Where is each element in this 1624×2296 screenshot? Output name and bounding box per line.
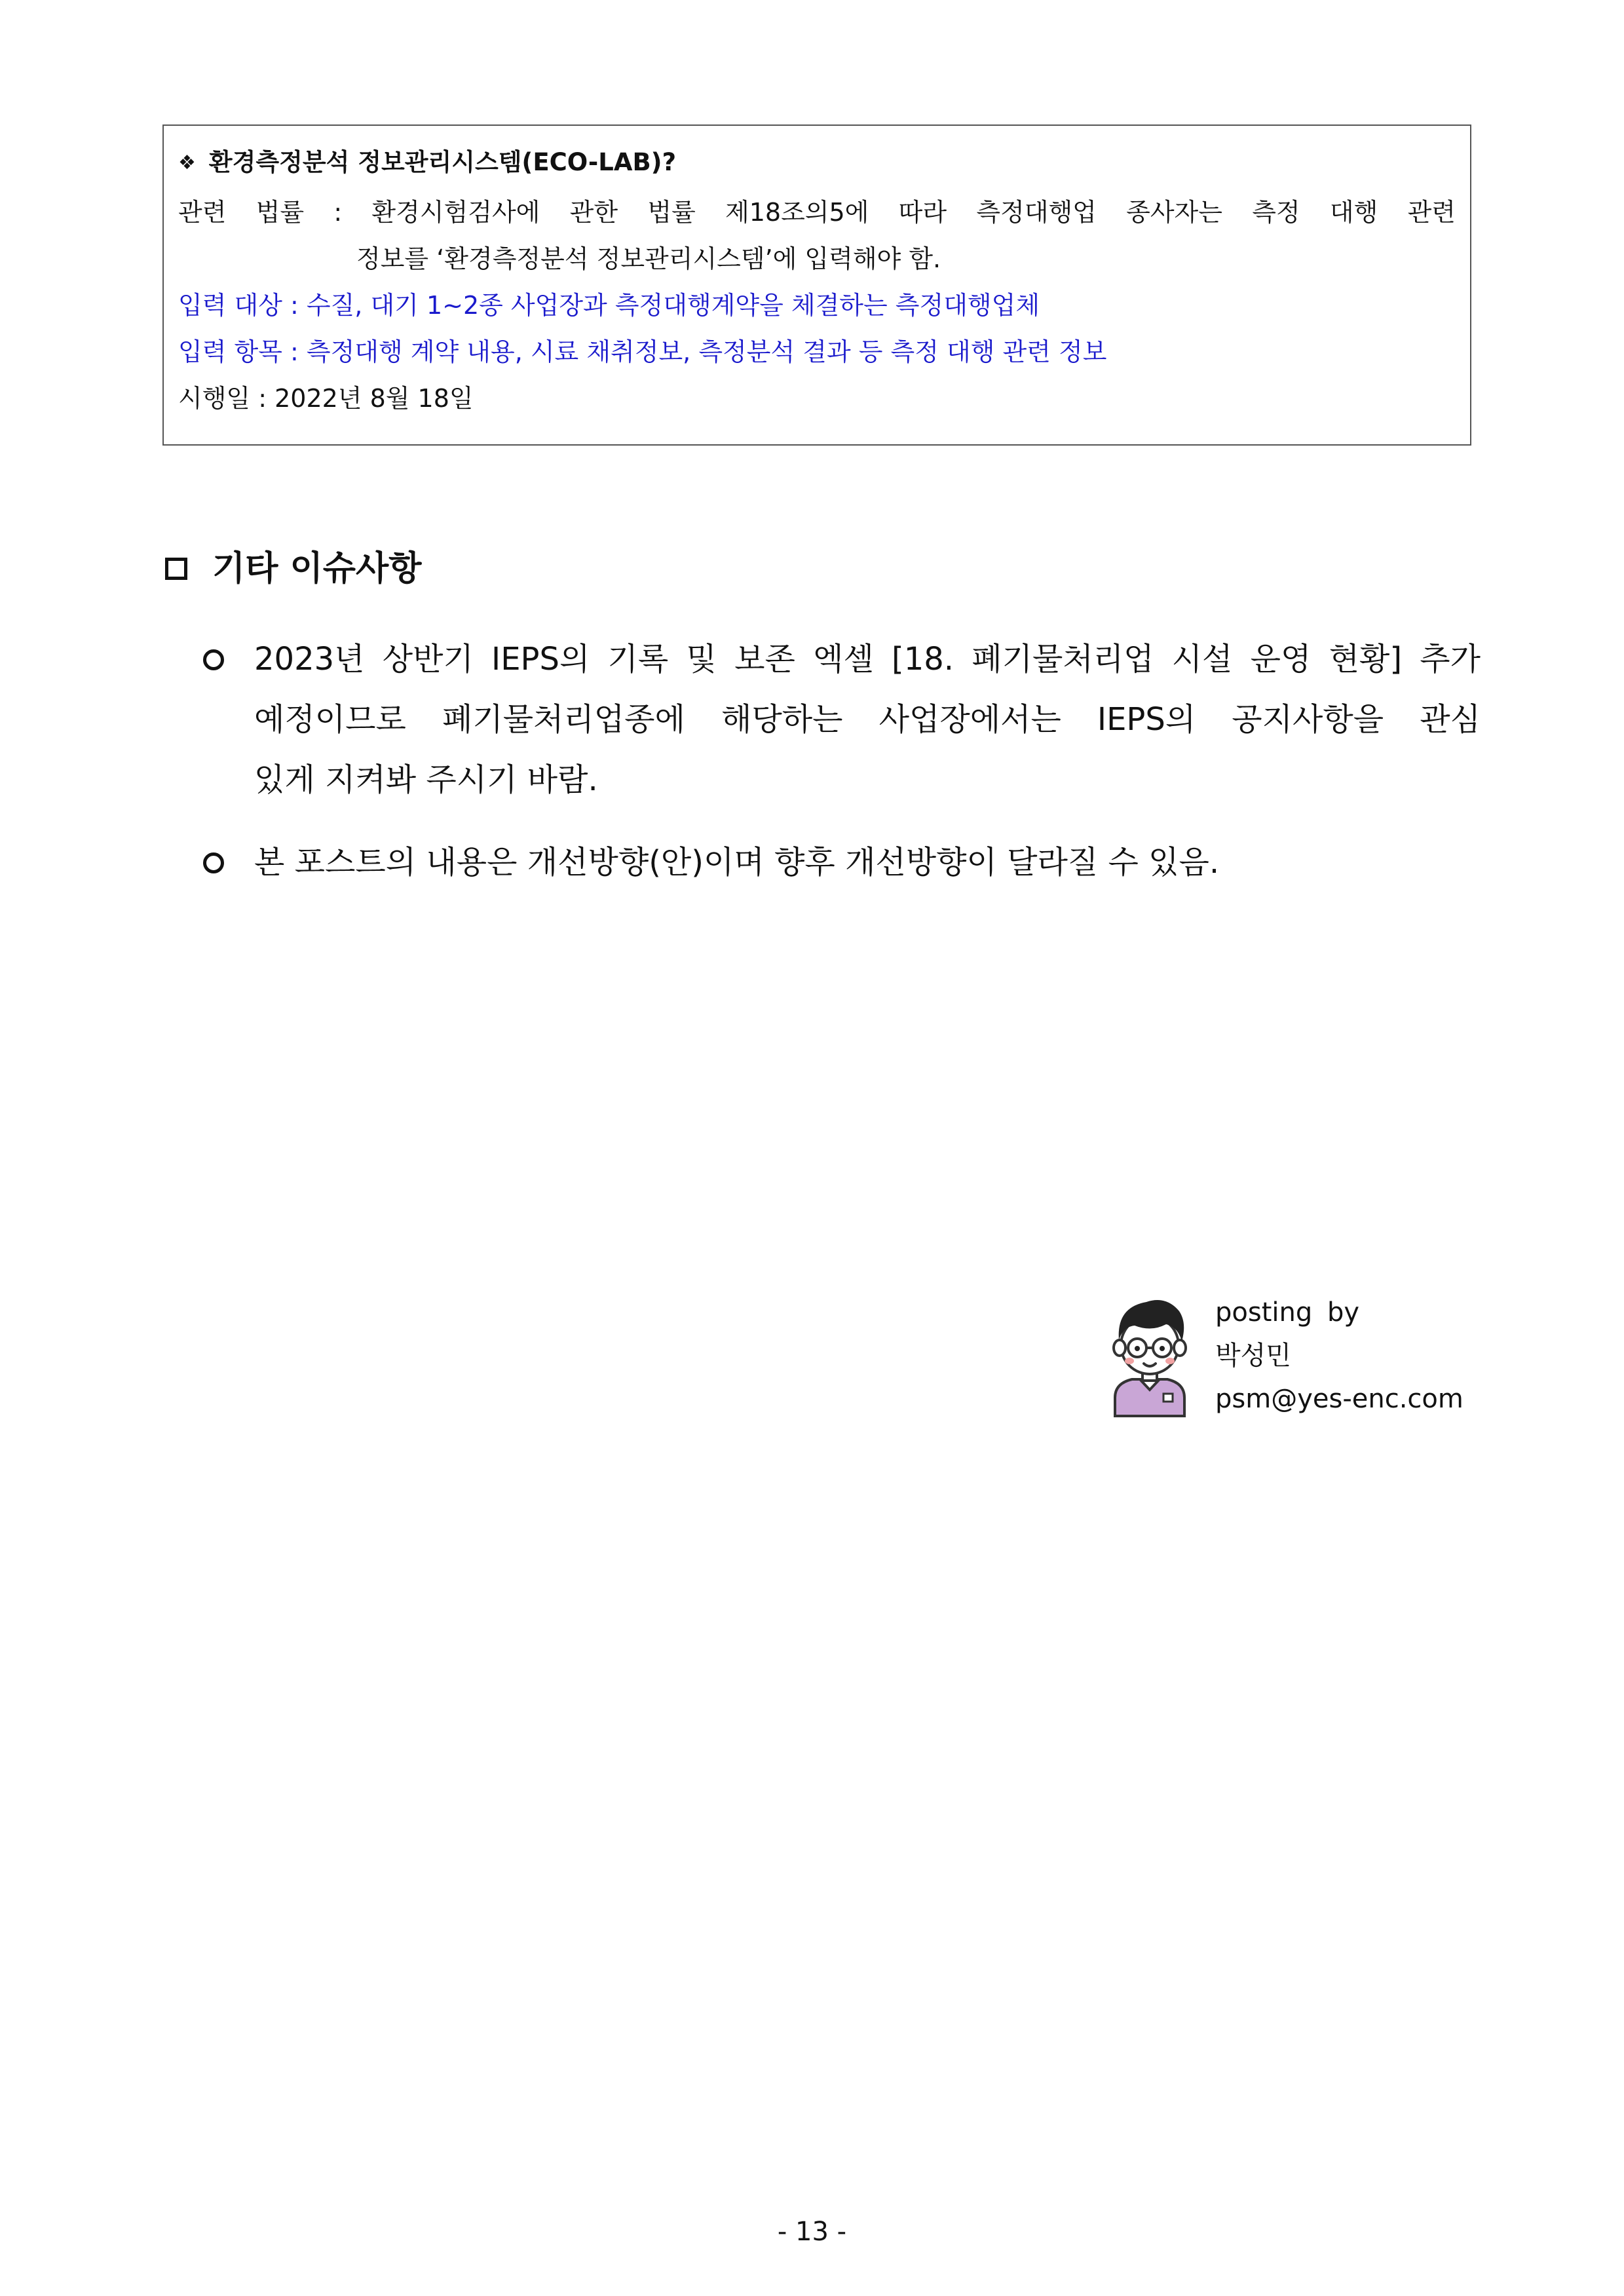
effective-date-line: 시행일 : 2022년 8월 18일 — [178, 384, 474, 413]
author-info — [1215, 1291, 1463, 1421]
eco-lab-info-box — [162, 124, 1471, 446]
author-avatar-icon — [1101, 1288, 1199, 1419]
author-name: 박성민 — [1215, 1341, 1291, 1371]
info-box-title-row — [178, 143, 1456, 183]
ring-bullet-icon — [203, 649, 224, 670]
related-law-line: 관련 법률 : 환경시험검사에 관한 법률 제18조의5에 따라 측정대행업 종사자는 측정 대행 관련 — [178, 198, 1456, 227]
bullet-line: 2023년 상반기 IEPS의 기록 및 보존 엑셀 [18. 폐기물처리업 시설 운영 현황] 추가 — [254, 641, 1481, 678]
input-target-line: 입력 대상 : 수질, 대기 1~2종 사업장과 측정대행계약을 체결하는 측정대행업체 — [178, 291, 1040, 320]
checkbox-square-icon — [165, 558, 187, 580]
posting-by-label: posting by — [1215, 1297, 1360, 1328]
bullet-line: 본 포스트의 내용은 개선방향(안)이며 향후 개선방향이 달라질 수 있음. — [254, 844, 1220, 881]
info-box-title: 환경측정분석 정보관리시스템(ECO-LAB)? — [208, 148, 677, 176]
bullet-item-text — [254, 832, 1481, 892]
author-email: psm@yes-enc.com — [1215, 1384, 1463, 1414]
section-heading-text: 기타 이슈사항 — [212, 549, 422, 588]
page-number: - 13 - — [777, 2217, 847, 2247]
bullet-item-ieps — [203, 629, 1481, 810]
input-items-line: 입력 항목 : 측정대행 계약 내용, 시료 채취정보, 측정분석 결과 등 측정 대행 관련 정보 — [178, 337, 1107, 366]
diamond-bullet-icon: ❖ — [178, 151, 196, 174]
bullet-line: 있게 지켜봐 주시기 바람. — [254, 761, 598, 798]
related-law-continuation: 정보를 ‘환경측정분석 정보관리시스템’에 입력해야 함. — [356, 244, 941, 273]
bullet-item-disclaimer — [203, 832, 1481, 892]
bullet-line: 예정이므로 폐기물처리업종에 해당하는 사업장에서는 IEPS의 공지사항을 관심 — [254, 701, 1481, 738]
bullet-item-text — [254, 629, 1481, 810]
section-heading — [165, 543, 422, 595]
ring-bullet-icon — [203, 852, 224, 873]
